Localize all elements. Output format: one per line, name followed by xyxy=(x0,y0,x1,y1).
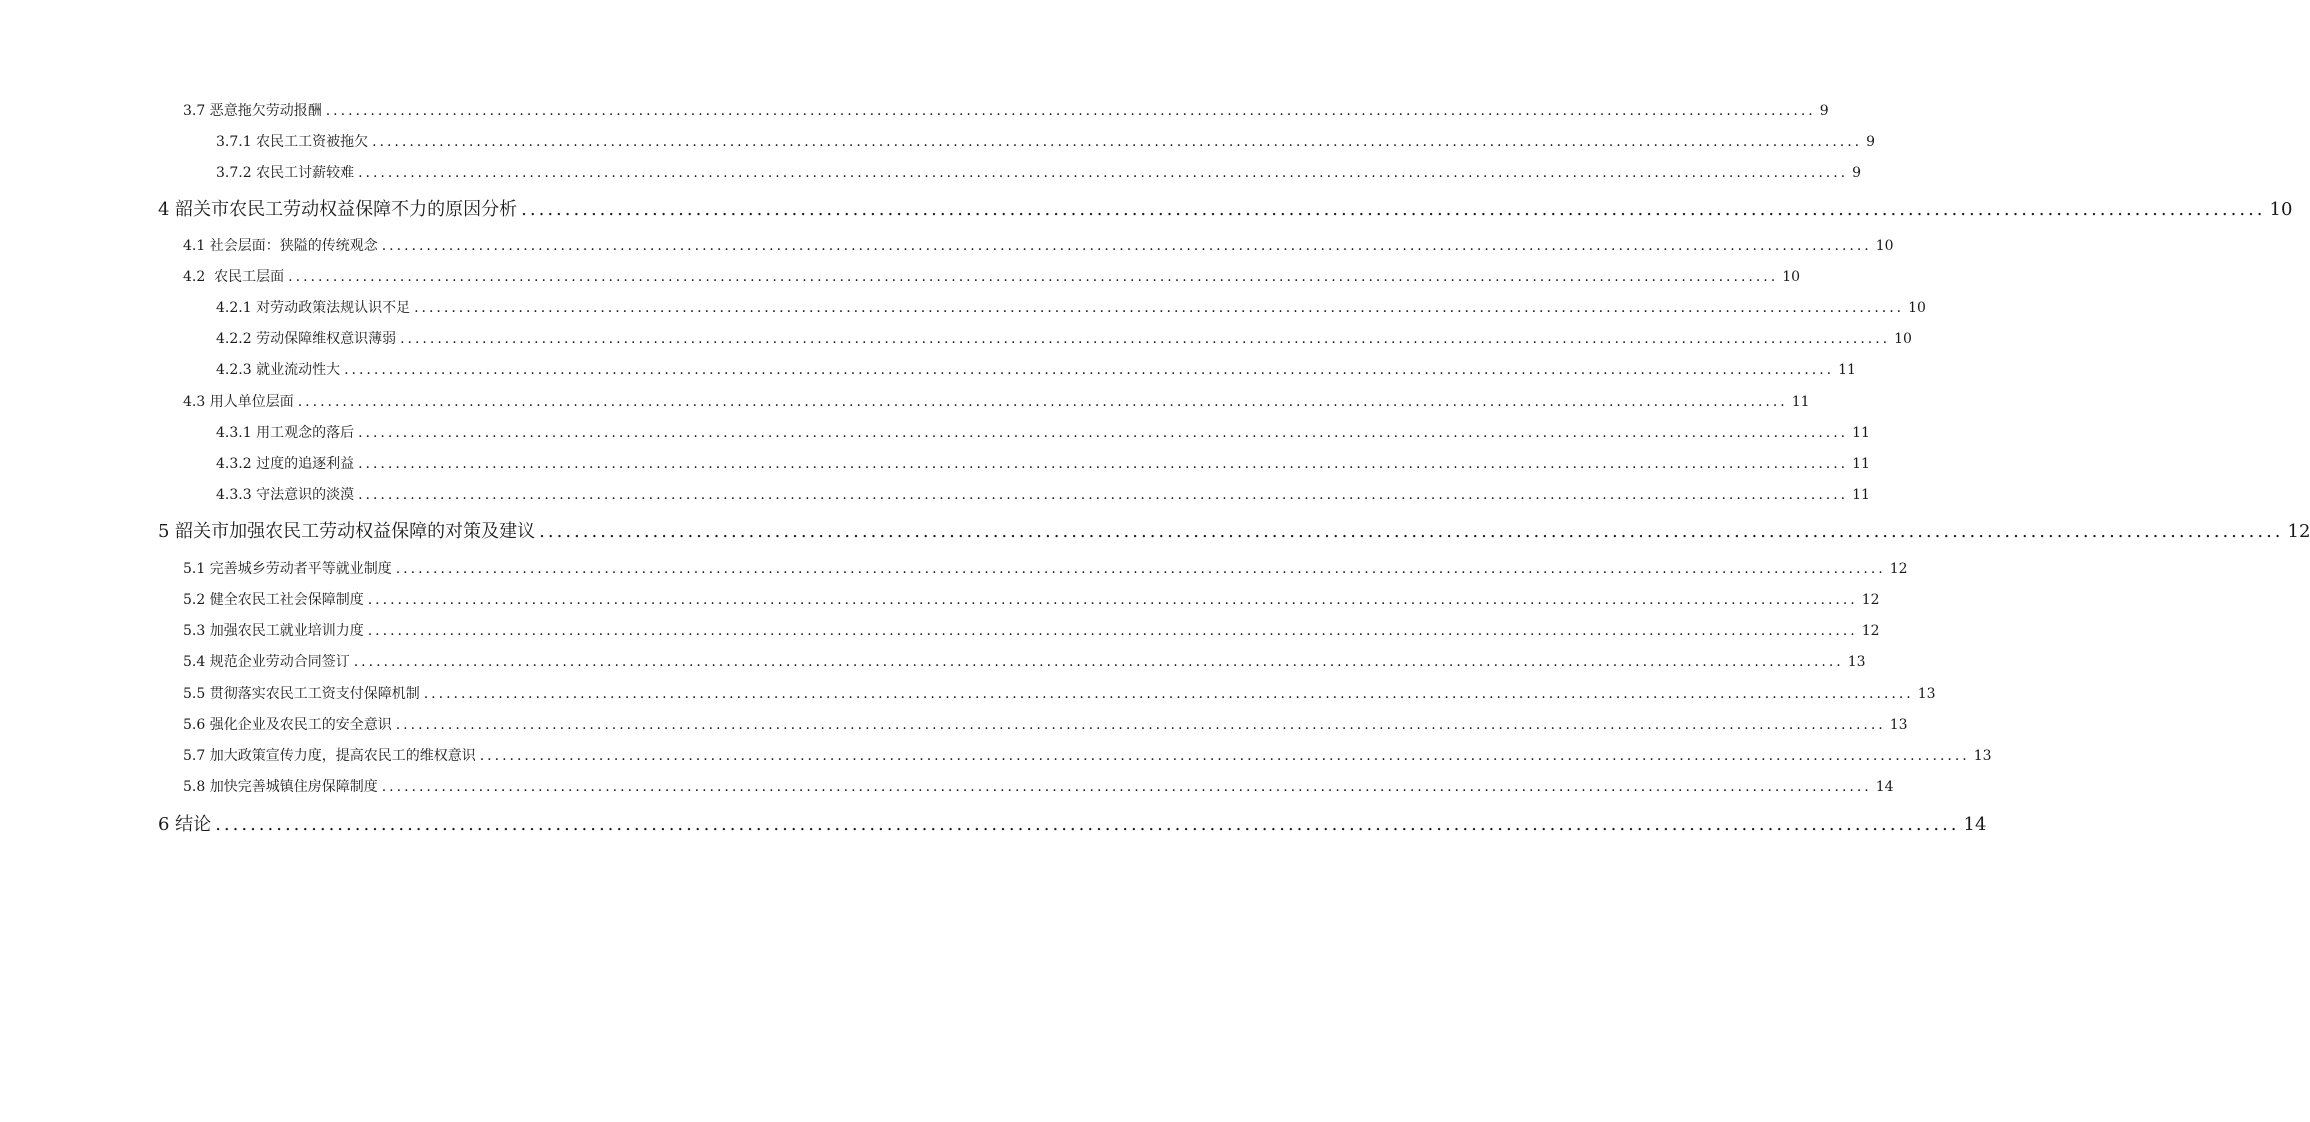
toc-leader-dots: ........................................................................................................................................................................................................ xyxy=(353,654,1844,670)
toc-page-number: 13 xyxy=(1847,654,1866,670)
toc-entry-label: 5.3 加强农民工就业培训力度 xyxy=(183,623,364,639)
toc-leader-dots: ........................................................................................................................................................................................................ xyxy=(423,686,1914,702)
toc-page-number: 12 xyxy=(1889,561,1908,577)
toc-leader-dots: ........................................................................................................................................................................................................ xyxy=(288,269,1779,285)
toc-leader-dots: ........................................................................................................................................................................................................ xyxy=(381,779,1872,795)
toc-entry-label: 5 韶关市加强农民工劳动权益保障的对策及建议 xyxy=(158,521,536,542)
toc-page-number: 11 xyxy=(1852,456,1870,472)
toc-entry-label: 5.4 规范企业劳动合同签订 xyxy=(183,654,350,670)
toc-entry-chapter[interactable] xyxy=(158,812,1987,838)
toc-page-number: 13 xyxy=(1917,686,1936,702)
toc-page-number: 14 xyxy=(1963,814,1987,835)
toc-entry-label: 5.7 加大政策宣传力度，提高农民工的维权意识 xyxy=(183,748,476,764)
toc-entry[interactable] xyxy=(183,235,1894,257)
toc-leader-dots: ........................................................................................................................................................................................................ xyxy=(358,425,1849,441)
toc-entry-label: 4.3.1 用工观念的落后 xyxy=(216,425,355,441)
toc-entry[interactable] xyxy=(216,453,1870,475)
toc-page-number: 11 xyxy=(1791,394,1810,410)
toc-page-number: 10 xyxy=(1875,238,1894,254)
toc-entry[interactable] xyxy=(216,297,1926,319)
toc-page-number: 9 xyxy=(1819,103,1829,119)
toc-page-number: 11 xyxy=(1852,425,1870,441)
toc-leader-dots: ........................................................................................................................................................................................................ xyxy=(381,238,1872,254)
toc-leader-dots: ........................................................................................................................................................................................................ xyxy=(358,487,1849,503)
toc-entry-label: 5.5 贯彻落实农民工工资支付保障机制 xyxy=(183,686,420,702)
toc-entry[interactable] xyxy=(183,558,1908,580)
toc-page-number: 12 xyxy=(1861,623,1880,639)
toc-leader-dots: ........................................................................................................................................................................................................ xyxy=(400,331,1891,347)
toc-leader-dots: ........................................................................................................................................................................................................ xyxy=(358,165,1849,181)
toc-page-number: 10 xyxy=(1894,331,1912,347)
toc-leader-dots: ........................................................................................................................................................................................................ xyxy=(479,748,1970,764)
toc-entry[interactable] xyxy=(216,328,1912,350)
toc-page-number: 12 xyxy=(2287,521,2310,542)
toc-leader-dots: ........................................................................................................................................................................................................ xyxy=(395,561,1886,577)
toc-leader-dots: ........................................................................................................................................................................................................ xyxy=(395,717,1886,733)
toc-page-number: 11 xyxy=(1852,487,1870,503)
toc-page-number: 12 xyxy=(1861,592,1880,608)
toc-leader-dots: ........................................................................................................................................................................................................ xyxy=(539,521,2284,542)
toc-leader-dots: ........................................................................................................................................................................................................ xyxy=(325,103,1816,119)
toc-entry[interactable] xyxy=(216,131,1876,153)
toc-entry-label: 5.8 加快完善城镇住房保障制度 xyxy=(183,779,378,795)
toc-entry-label: 4.2.3 就业流动性大 xyxy=(216,362,341,378)
toc-entry[interactable] xyxy=(183,589,1880,611)
toc-entry-label: 4.3.2 过度的追逐利益 xyxy=(216,456,355,472)
toc-leader-dots: ........................................................................................................................................................................................................ xyxy=(344,362,1835,378)
toc-entry-label: 4.1 社会层面：狭隘的传统观念 xyxy=(183,238,378,254)
toc-entry-label: 4 韶关市农民工劳动权益保障不力的原因分析 xyxy=(158,199,518,220)
toc-entry-label: 5.6 强化企业及农民工的安全意识 xyxy=(183,717,392,733)
toc-page-number: 10 xyxy=(2269,199,2293,220)
toc-entry-label: 3.7.1 农民工工资被拖欠 xyxy=(216,134,369,150)
toc-entry-label: 4.2.1 对劳动政策法规认识不足 xyxy=(216,300,411,316)
toc-entry[interactable] xyxy=(216,162,1862,184)
toc-entry[interactable] xyxy=(183,776,1894,798)
toc-leader-dots: ........................................................................................................................................................................................................ xyxy=(372,134,1863,150)
toc-page-number: 10 xyxy=(1908,300,1926,316)
toc-page-number: 13 xyxy=(1889,717,1908,733)
toc-entry[interactable] xyxy=(183,266,1801,288)
toc-entry-label: 6 结论 xyxy=(158,814,212,835)
toc-entry-label: 4.3 用人单位层面 xyxy=(183,394,294,410)
toc-entry-chapter[interactable] xyxy=(158,197,2293,223)
toc-entry-chapter[interactable] xyxy=(158,519,2310,545)
toc-entry[interactable] xyxy=(183,100,1829,122)
toc-entry-label: 4.3.3 守法意识的淡漠 xyxy=(216,487,355,503)
toc-entry[interactable] xyxy=(216,484,1870,506)
toc-entry[interactable] xyxy=(216,422,1870,444)
toc-entry[interactable] xyxy=(183,683,1936,705)
toc-leader-dots: ........................................................................................................................................................................................................ xyxy=(358,456,1849,472)
toc-page-number: 10 xyxy=(1782,269,1801,285)
toc-leader-dots: ........................................................................................................................................................................................................ xyxy=(367,592,1858,608)
toc-leader-dots: ........................................................................................................................................................................................................ xyxy=(414,300,1905,316)
toc-entry-label: 5.2 健全农民工社会保障制度 xyxy=(183,592,364,608)
toc-entry-label: 4.2 农民工层面 xyxy=(183,269,285,285)
toc-entry-label: 3.7 恶意拖欠劳动报酬 xyxy=(183,103,322,119)
toc-page-number: 13 xyxy=(1973,748,1992,764)
toc-page-number: 14 xyxy=(1875,779,1894,795)
toc-leader-dots: ........................................................................................................................................................................................................ xyxy=(297,394,1788,410)
toc-page-number: 9 xyxy=(1866,134,1876,150)
toc-entry[interactable] xyxy=(183,391,1810,413)
toc-entry-label: 5.1 完善城乡劳动者平等就业制度 xyxy=(183,561,392,577)
toc-leader-dots: ........................................................................................................................................................................................................ xyxy=(367,623,1858,639)
toc-entry-label: 3.7.2 农民工讨薪较难 xyxy=(216,165,355,181)
toc-entry[interactable] xyxy=(183,651,1866,673)
toc-entry[interactable] xyxy=(183,714,1908,736)
toc-entry[interactable] xyxy=(216,359,1856,381)
toc-entry[interactable] xyxy=(183,745,1992,767)
toc-page-number: 11 xyxy=(1838,362,1856,378)
toc-entry-label: 4.2.2 劳动保障维权意识薄弱 xyxy=(216,331,397,347)
toc-entry[interactable] xyxy=(183,620,1880,642)
toc-page-number: 9 xyxy=(1852,165,1862,181)
toc-leader-dots: ........................................................................................................................................................................................................ xyxy=(215,814,1960,835)
toc-leader-dots: ........................................................................................................................................................................................................ xyxy=(521,199,2266,220)
